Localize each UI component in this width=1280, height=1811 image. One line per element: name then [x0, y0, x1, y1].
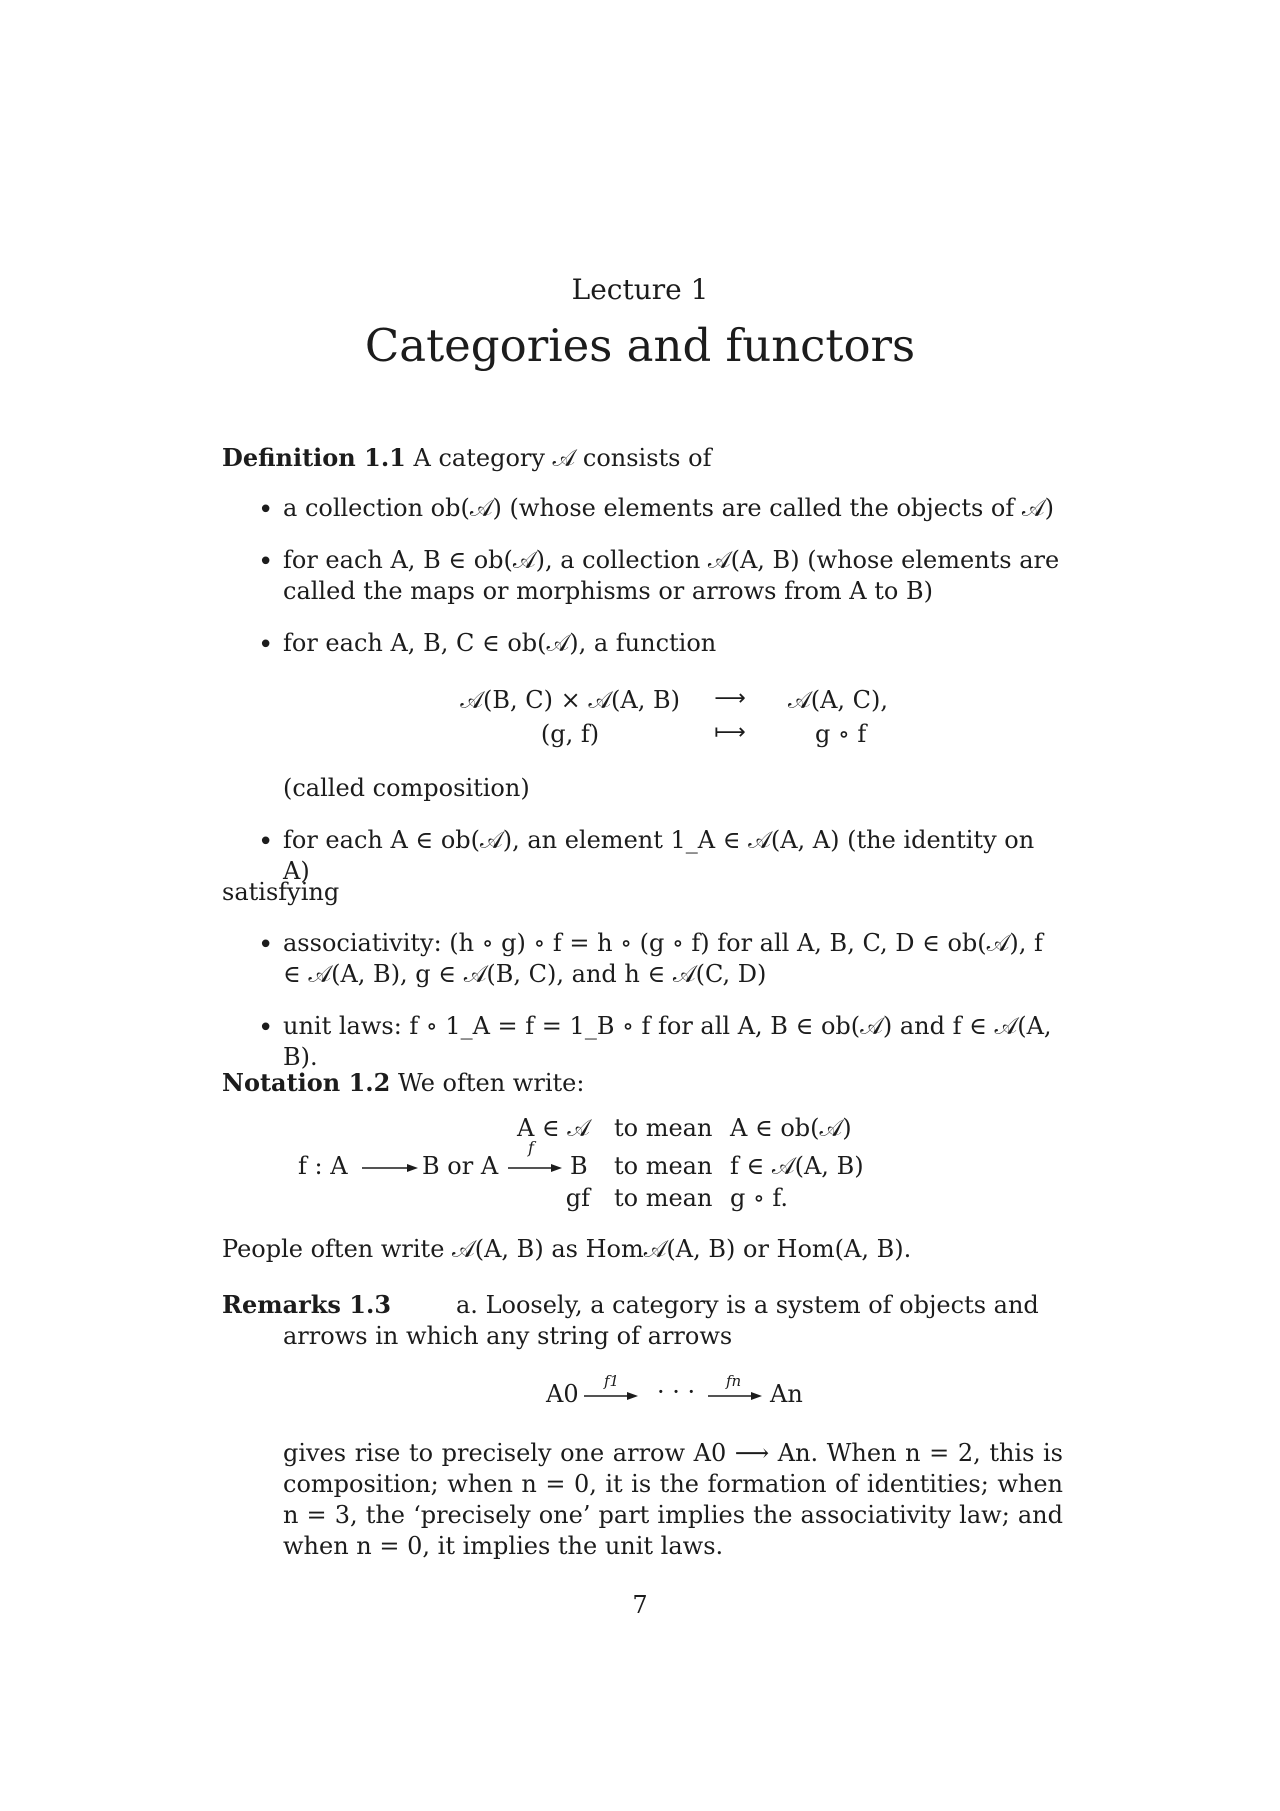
- remarks-part-a-body: gives rise to precisely one arrow A0 ⟶ An. When n = 2, this is composition; when n = 0, it is the formation of identities; when n = 3, the ‘precisely one’ part implies the associativity law; and when n = 0, it implies the unit laws.: [283, 1439, 1063, 1560]
- definition-item-objects: a collection ob(𝒜) (whose elements are called the objects of 𝒜): [283, 494, 1054, 522]
- chain-end: An: [770, 1380, 803, 1408]
- chain-start: A0: [546, 1380, 579, 1408]
- notation-row-2-mid: to mean: [614, 1152, 713, 1180]
- composition-result: g ∘ f: [815, 720, 867, 748]
- definition-item-identity: for each A ∈ ob(𝒜), an element 1_A ∈ 𝒜(A, A) (the identity on A): [283, 826, 1035, 885]
- notation-intro: We often write:: [398, 1069, 585, 1097]
- bullet-icon: •: [258, 547, 274, 577]
- definition-head: Definition 1.1: [222, 443, 406, 472]
- chapter-title: Categories and functors: [364, 319, 916, 372]
- law-associativity: associativity: (h ∘ g) ∘ f = h ∘ (g ∘ f) for all A, B, C, D ∈ ob(𝒜), f ∈ 𝒜(A, B), g ∈ 𝒜(B, C), and h ∈ 𝒜(C, D): [283, 929, 1043, 988]
- chain-label-1: f1: [604, 1372, 620, 1390]
- maps-to-arrow-icon: ⟶: [714, 686, 746, 711]
- notation-row-2-f: f : A: [298, 1152, 348, 1180]
- chain-label-n: fn: [726, 1372, 742, 1390]
- notation-row-2-b: B: [570, 1152, 588, 1180]
- notation-head: Notation 1.2: [222, 1068, 391, 1097]
- bullet-icon: •: [258, 495, 274, 525]
- composition-domain: 𝒜(B, C) × 𝒜(A, B): [460, 686, 680, 714]
- notation-row-1-right: A ∈ ob(𝒜): [730, 1114, 852, 1142]
- page-number: 7: [632, 1591, 648, 1619]
- mapsto-arrow-icon: ⟼: [714, 720, 746, 745]
- bullet-icon: •: [258, 930, 274, 960]
- composition-pair: (g, f): [540, 720, 600, 748]
- definition-item-morphisms: for each A, B ∈ ob(𝒜), a collection 𝒜(A, B) (whose elements are called the maps or morphisms or arrows from A to B): [283, 546, 1060, 605]
- notation-row-2-right: f ∈ 𝒜(A, B): [730, 1152, 864, 1180]
- notation-row-1-left: A ∈ 𝒜: [516, 1114, 590, 1142]
- remarks-part-a-intro: a. Loosely, a category is a system of objects and arrows in which any string of arrows: [283, 1291, 1039, 1350]
- notation-row-3-right: g ∘ f.: [730, 1184, 789, 1212]
- remarks-head: Remarks 1.3: [222, 1290, 392, 1319]
- bullet-icon: •: [258, 827, 274, 857]
- definition-item-composition: for each A, B, C ∈ ob(𝒜), a function: [283, 629, 717, 657]
- composition-codomain: 𝒜(A, C),: [788, 686, 889, 714]
- arrow-icon: [584, 1390, 638, 1402]
- lecture-label: Lecture 1: [571, 273, 709, 306]
- bullet-icon: •: [258, 630, 274, 660]
- definition-intro: A category 𝒜 consists of: [413, 444, 712, 472]
- law-unit: unit laws: f ∘ 1_A = f = 1_B ∘ f for all A, B ∈ ob(𝒜) and f ∈ 𝒜(A, B).: [283, 1012, 1052, 1071]
- arrow-icon: [708, 1390, 762, 1402]
- notation-row-2-b-or-a: B or A: [422, 1152, 499, 1180]
- arrow-icon: [508, 1162, 562, 1174]
- composition-note: (called composition): [283, 774, 530, 802]
- hom-sentence: People often write 𝒜(A, B) as Hom𝒜(A, B) or Hom(A, B).: [222, 1235, 912, 1263]
- bullet-icon: •: [258, 1013, 274, 1043]
- satisfying-text: satisfying: [222, 878, 340, 906]
- chain-dots: · · ·: [657, 1378, 696, 1406]
- arrow-icon: [362, 1162, 418, 1174]
- notation-row-3-left: gf: [565, 1184, 590, 1212]
- definition-line: [222, 443, 711, 473]
- notation-row-3-mid: to mean: [614, 1184, 713, 1212]
- notation-arrow-label: f: [528, 1138, 534, 1157]
- notation-line: [222, 1068, 584, 1098]
- notation-row-1-mid: to mean: [614, 1114, 713, 1142]
